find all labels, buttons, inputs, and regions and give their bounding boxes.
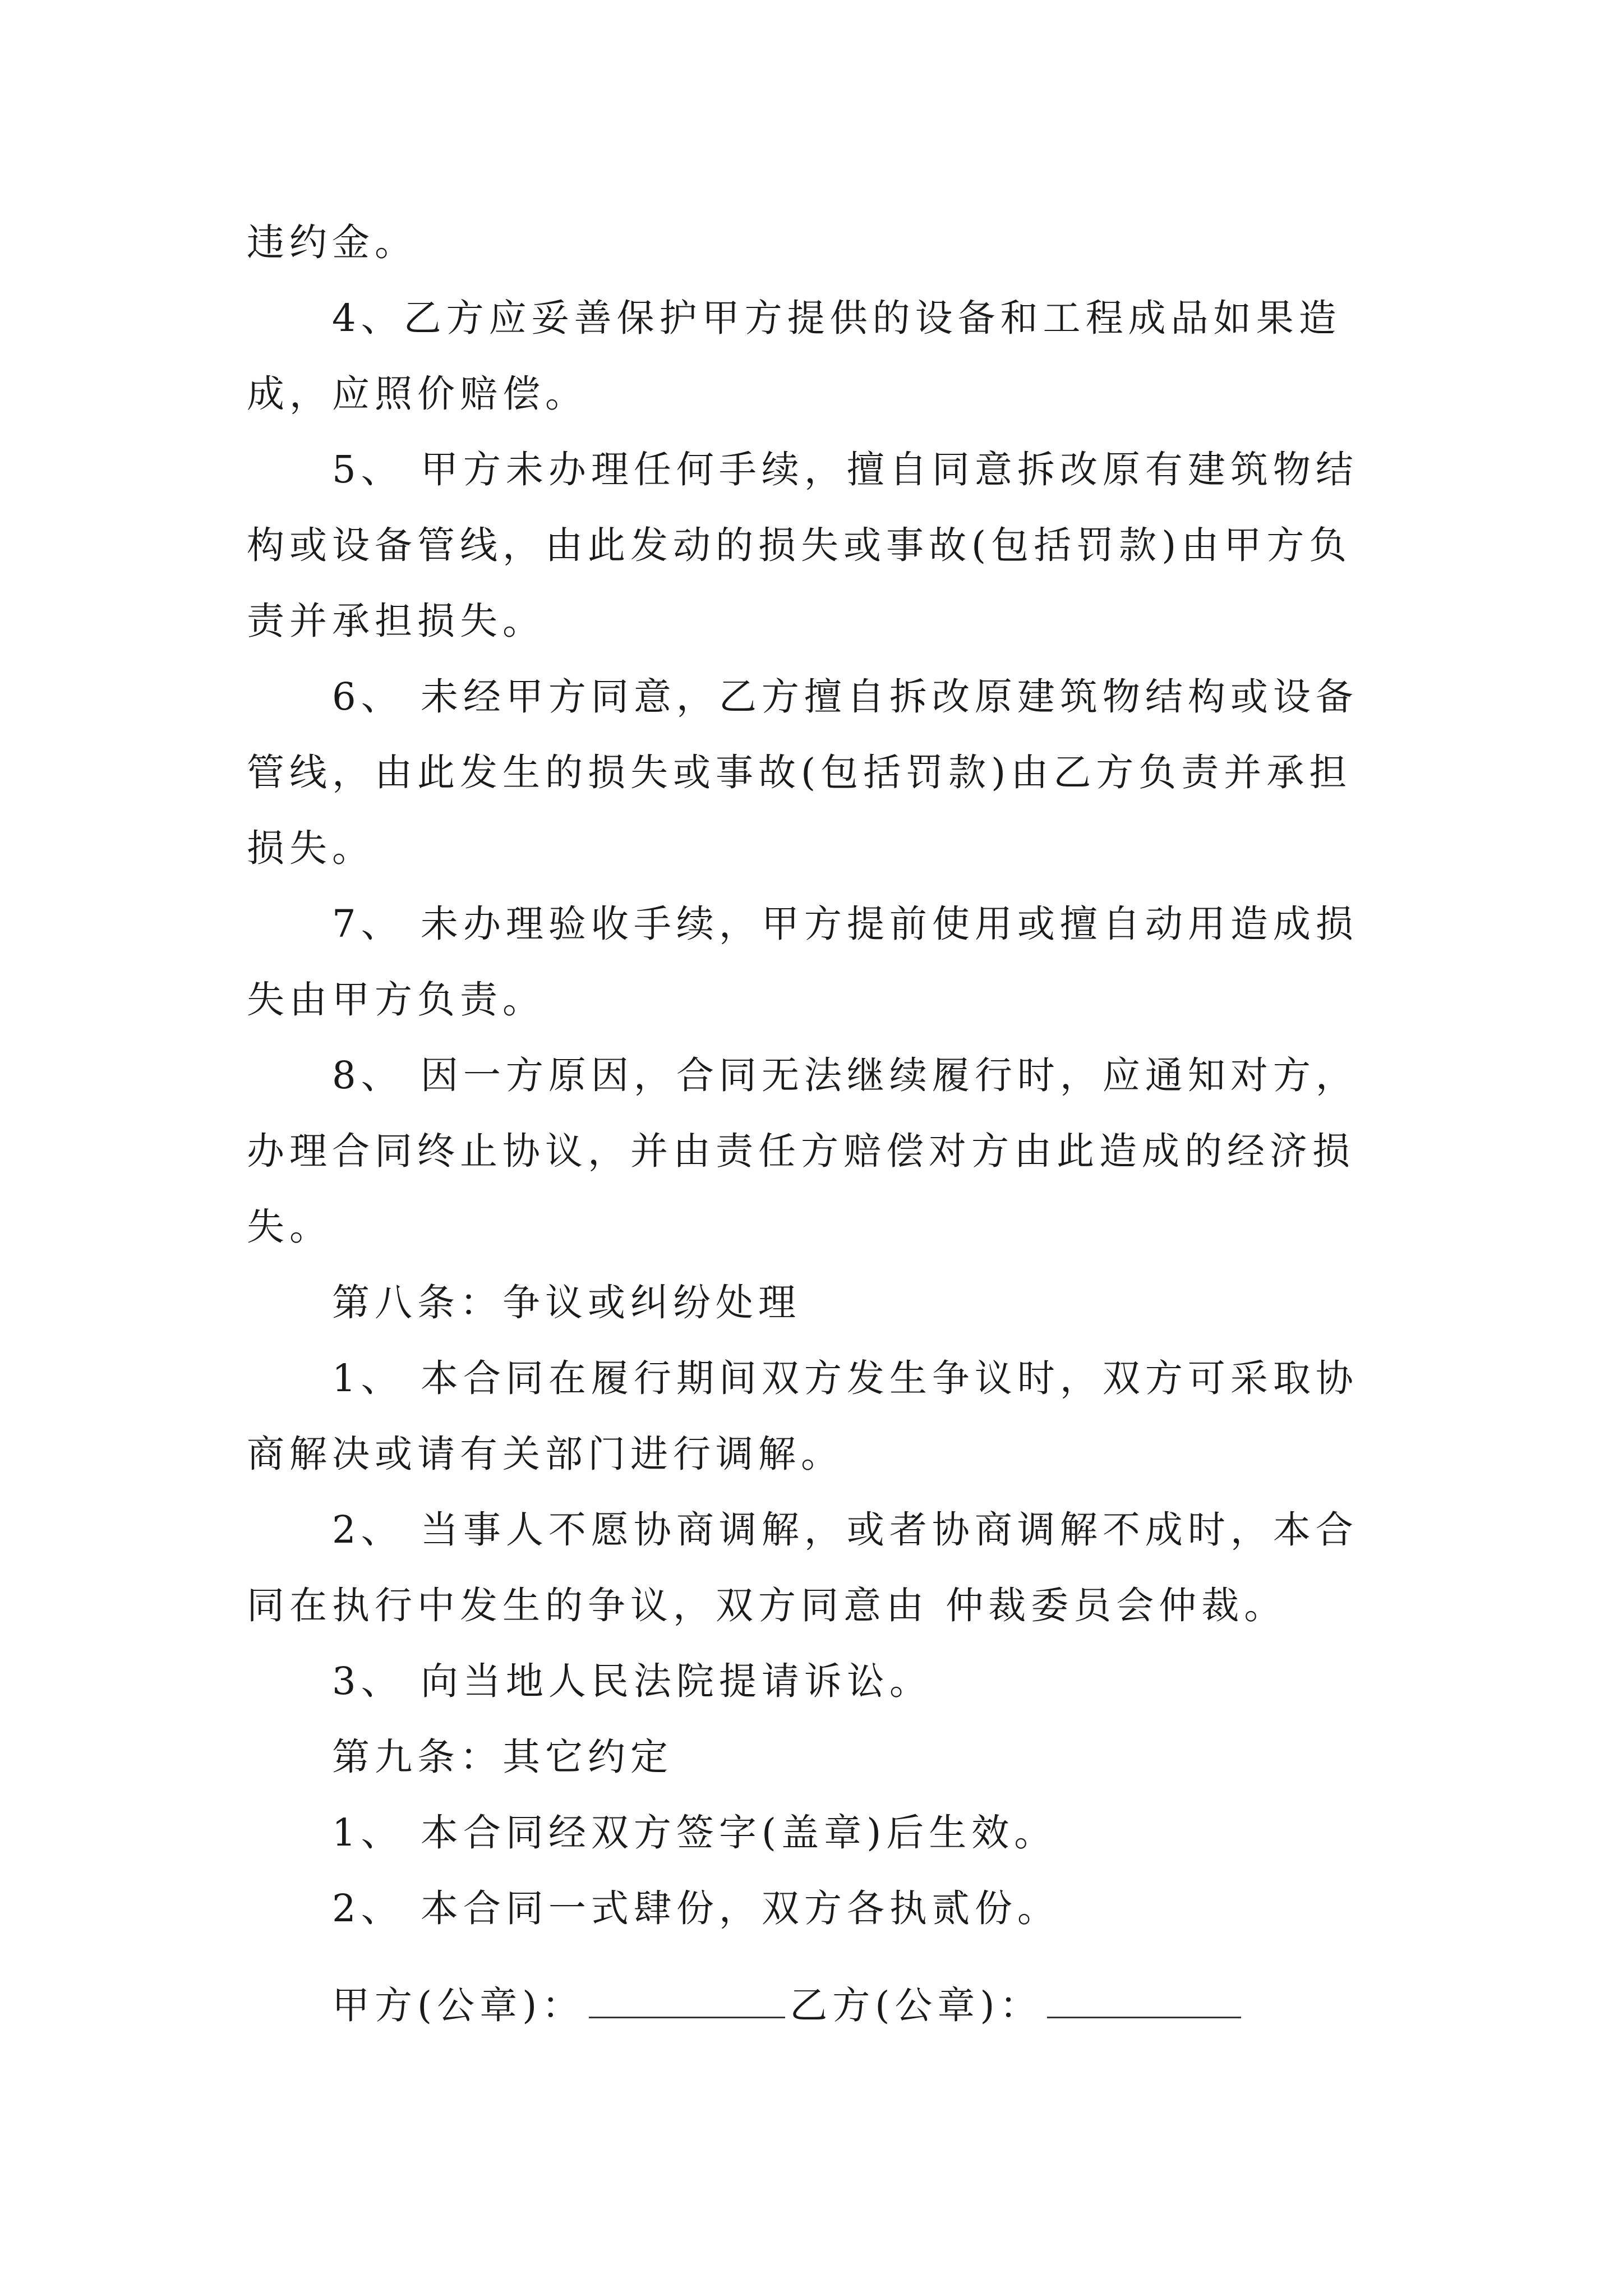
party-a-signature-blank[interactable] bbox=[589, 1982, 785, 2018]
party-b-signature-blank[interactable] bbox=[1047, 1982, 1241, 2018]
party-a-label: 甲方(公章)： bbox=[332, 1984, 585, 2027]
text-line: 办理合同终止协议，并由责任方赔偿对方由此造成的经济损 bbox=[247, 1129, 1355, 1173]
text-line: 6、 未经甲方同意，乙方擅自拆改原建筑物结构或设备 bbox=[332, 675, 1358, 719]
section-heading: 第九条：其它约定 bbox=[332, 1735, 673, 1779]
text-line: 损失。 bbox=[247, 826, 375, 870]
text-line: 同在执行中发生的争议，双方同意由 仲裁委员会仲裁。 bbox=[247, 1584, 1287, 1627]
text-line: 违约金。 bbox=[247, 220, 417, 264]
section-heading: 第八条：争议或纠纷处理 bbox=[332, 1281, 801, 1324]
text-line: 3、 向当地人民法院提请诉讼。 bbox=[332, 1659, 932, 1703]
text-line: 1、 本合同在履行期间双方发生争议时，双方可采取协 bbox=[332, 1356, 1358, 1400]
text-line: 8、 因一方原因，合同无法继续履行时，应通知对方， bbox=[332, 1053, 1358, 1097]
text-line: 5、 甲方未办理任何手续，擅自同意拆改原有建筑物结 bbox=[332, 448, 1358, 491]
text-line: 7、 未办理验收手续，甲方提前使用或擅自动用造成损 bbox=[332, 902, 1358, 946]
text-line: 构或设备管线，由此发动的损失或事故(包括罚款)由甲方负 bbox=[247, 523, 1352, 567]
text-line: 商解决或请有关部门进行调解。 bbox=[247, 1432, 843, 1476]
text-line: 责并承担损失。 bbox=[247, 599, 545, 643]
text-line: 4、乙方应妥善保护甲方提供的设备和工程成品如果造 bbox=[332, 296, 1341, 340]
party-b-label: 乙方(公章)： bbox=[790, 1984, 1043, 2027]
text-line: 失由甲方负责。 bbox=[247, 978, 545, 1022]
text-line: 失。 bbox=[247, 1205, 332, 1249]
text-line: 管线，由此发生的损失或事故(包括罚款)由乙方负责并承担 bbox=[247, 751, 1352, 794]
signature-row bbox=[332, 1980, 1246, 2031]
text-line: 1、 本合同经双方签字(盖章)后生效。 bbox=[332, 1811, 1057, 1855]
text-line: 2、 当事人不愿协商调解，或者协商调解不成时，本合 bbox=[332, 1508, 1358, 1552]
text-line: 2、 本合同一式肆份，双方各执贰份。 bbox=[332, 1887, 1060, 1930]
text-line: 成，应照价赔偿。 bbox=[247, 372, 588, 416]
